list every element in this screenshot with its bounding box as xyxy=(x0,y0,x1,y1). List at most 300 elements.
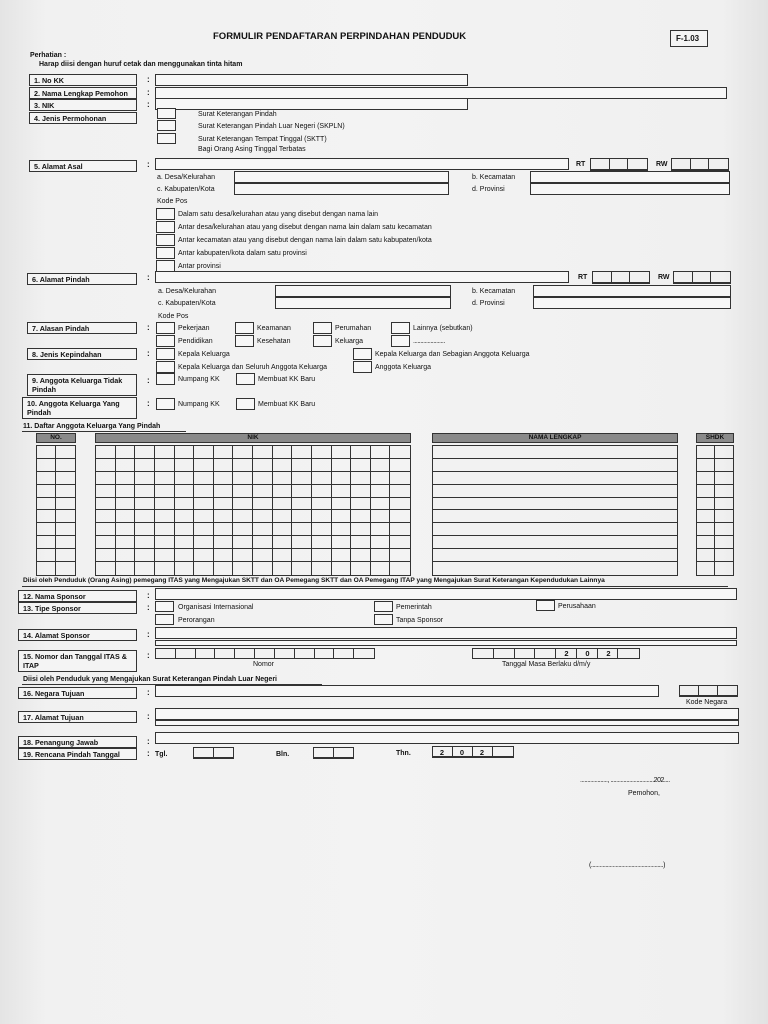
nomor-itas-cell[interactable] xyxy=(156,649,176,658)
table-cell-nik[interactable] xyxy=(273,562,293,575)
table-cell-nik[interactable] xyxy=(96,498,116,511)
checkbox-klasifikasi-3[interactable] xyxy=(156,234,175,246)
table-cell-nik[interactable] xyxy=(253,446,273,459)
table-cell-shdk[interactable] xyxy=(715,536,733,549)
table-cell-nik[interactable] xyxy=(312,498,332,511)
table-cell-nik[interactable] xyxy=(175,472,195,485)
table-cell-nik[interactable] xyxy=(273,523,293,536)
kode-negara-boxes[interactable] xyxy=(679,685,738,697)
checkbox-klasifikasi-2[interactable] xyxy=(156,221,175,233)
nomor-itas-boxes[interactable] xyxy=(155,648,375,659)
table-cell-nik[interactable] xyxy=(116,446,136,459)
table-cell-nik[interactable] xyxy=(175,549,195,562)
table-cell-nik[interactable] xyxy=(292,510,312,523)
table-cell-nama[interactable] xyxy=(433,510,677,523)
table-cell-nik[interactable] xyxy=(96,510,116,523)
table-cell-no[interactable] xyxy=(56,446,75,459)
checkbox-kesehatan[interactable] xyxy=(235,335,254,347)
table-cell-nik[interactable] xyxy=(390,536,410,549)
table-cell-nik[interactable] xyxy=(273,549,293,562)
table-cell-nik[interactable] xyxy=(371,549,391,562)
alamat-asal-input[interactable] xyxy=(155,158,569,170)
rt-boxes[interactable] xyxy=(590,158,648,171)
table-cell-nik[interactable] xyxy=(351,446,371,459)
table-cell-no[interactable] xyxy=(37,446,56,459)
table-cell-nik[interactable] xyxy=(155,446,175,459)
desa-asal-input[interactable] xyxy=(234,171,449,183)
table-cell-nik[interactable] xyxy=(214,498,234,511)
checkbox-kk-sebagian[interactable] xyxy=(353,348,372,360)
table-cell-nik[interactable] xyxy=(332,562,352,575)
provinsi-pindah-input[interactable] xyxy=(533,297,731,309)
table-cell-no[interactable] xyxy=(37,510,56,523)
table-cell-nik[interactable] xyxy=(194,485,214,498)
table-cell-no[interactable] xyxy=(37,485,56,498)
table-cell-nik[interactable] xyxy=(371,510,391,523)
table-cell-nik[interactable] xyxy=(273,459,293,472)
table-cell-nik[interactable] xyxy=(273,485,293,498)
checkbox-kk[interactable] xyxy=(156,348,175,360)
table-cell-shdk[interactable] xyxy=(697,510,715,523)
tanggal-itas-cell[interactable] xyxy=(618,649,639,658)
table-cell-nik[interactable] xyxy=(390,562,410,575)
checkbox-anggota[interactable] xyxy=(353,361,372,373)
table-cell-nik[interactable] xyxy=(233,523,253,536)
table-cell-nik[interactable] xyxy=(155,523,175,536)
table-cell-nik[interactable] xyxy=(371,523,391,536)
table-cell-nik[interactable] xyxy=(253,498,273,511)
table-cell-no[interactable] xyxy=(56,549,75,562)
label-anggota-pindah: 10. Anggota Keluarga Yang Pindah xyxy=(22,397,137,419)
klasifikasi-5: Antar provinsi xyxy=(178,263,221,270)
table-cell-nik[interactable] xyxy=(175,510,195,523)
table-cell-nama[interactable] xyxy=(433,536,677,549)
no-kk-input[interactable] xyxy=(155,74,468,86)
table-cell-no[interactable] xyxy=(37,459,56,472)
table-cell-nik[interactable] xyxy=(96,459,116,472)
table-cell-nik[interactable] xyxy=(155,472,175,485)
table-cell-nik[interactable] xyxy=(194,459,214,472)
table-cell-nik[interactable] xyxy=(116,523,136,536)
table-cell-nik[interactable] xyxy=(390,549,410,562)
table-cell-nik[interactable] xyxy=(332,459,352,472)
table-cell-nik[interactable] xyxy=(253,523,273,536)
table-cell-nik[interactable] xyxy=(312,510,332,523)
table-cell-nik[interactable] xyxy=(371,472,391,485)
table-cell-nik[interactable] xyxy=(135,459,155,472)
table-cell-no[interactable] xyxy=(37,472,56,485)
rt-boxes[interactable] xyxy=(592,271,650,284)
table-cell-nik[interactable] xyxy=(116,459,136,472)
table-cell-nik[interactable] xyxy=(96,446,116,459)
table-cell-shdk[interactable] xyxy=(715,523,733,536)
table-cell-nik[interactable] xyxy=(155,549,175,562)
table-cell-nik[interactable] xyxy=(371,446,391,459)
checkbox-sktt[interactable] xyxy=(157,133,176,144)
checkbox-numpang-9[interactable] xyxy=(156,373,175,385)
table-cell-nik[interactable] xyxy=(233,472,253,485)
table-cell-nik[interactable] xyxy=(292,459,312,472)
table-cell-nik[interactable] xyxy=(312,446,332,459)
table-cell-shdk[interactable] xyxy=(697,549,715,562)
table-cell-nik[interactable] xyxy=(194,523,214,536)
table-cell-nik[interactable] xyxy=(292,523,312,536)
table-cell-nik[interactable] xyxy=(155,536,175,549)
table-cell-nik[interactable] xyxy=(292,536,312,549)
table-cell-nik[interactable] xyxy=(96,523,116,536)
table-cell-nik[interactable] xyxy=(175,498,195,511)
table-cell-no[interactable] xyxy=(37,562,56,575)
table-cell-nik[interactable] xyxy=(351,523,371,536)
table-cell-nik[interactable] xyxy=(135,446,155,459)
table-cell-nik[interactable] xyxy=(312,485,332,498)
colon: : xyxy=(147,376,150,385)
nomor-itas-cell[interactable] xyxy=(196,649,216,658)
table-cell-nik[interactable] xyxy=(351,549,371,562)
table-cell-nik[interactable] xyxy=(233,549,253,562)
table-cell-nik[interactable] xyxy=(351,472,371,485)
table-cell-nik[interactable] xyxy=(96,536,116,549)
table-cell-nik[interactable] xyxy=(351,498,371,511)
tanggal-itas-cell[interactable] xyxy=(535,649,556,658)
desa-pindah-input[interactable] xyxy=(275,285,451,297)
table-cell-nama[interactable] xyxy=(433,472,677,485)
table-cell-nik[interactable] xyxy=(116,498,136,511)
table-cell-nik[interactable] xyxy=(332,446,352,459)
table-cell-nama[interactable] xyxy=(433,562,677,575)
table-nik-column[interactable] xyxy=(95,445,411,576)
year-digit: 2 xyxy=(564,649,569,658)
table-cell-nik[interactable] xyxy=(253,485,273,498)
table-cell-nik[interactable] xyxy=(273,536,293,549)
table-cell-nik[interactable] xyxy=(312,459,332,472)
table-cell-nik[interactable] xyxy=(292,485,312,498)
rw-boxes[interactable] xyxy=(673,271,731,284)
bln-boxes[interactable] xyxy=(313,747,354,759)
table-cell-nama[interactable] xyxy=(433,549,677,562)
table-cell-nik[interactable] xyxy=(116,536,136,549)
alamat-tujuan-input-1[interactable] xyxy=(155,708,739,720)
table-cell-no[interactable] xyxy=(37,549,56,562)
table-cell-nik[interactable] xyxy=(175,562,195,575)
table-cell-nik[interactable] xyxy=(135,472,155,485)
table-cell-nik[interactable] xyxy=(233,498,253,511)
table-cell-nik[interactable] xyxy=(292,472,312,485)
table-cell-nama[interactable] xyxy=(433,485,677,498)
table-cell-nik[interactable] xyxy=(135,510,155,523)
table-cell-no[interactable] xyxy=(56,562,75,575)
alamat-sponsor-input-2[interactable] xyxy=(155,640,737,646)
table-shdk-column[interactable] xyxy=(696,445,734,576)
nomor-itas-cell[interactable] xyxy=(315,649,335,658)
table-cell-nik[interactable] xyxy=(194,510,214,523)
nomor-itas-cell[interactable] xyxy=(255,649,275,658)
table-cell-nik[interactable] xyxy=(135,523,155,536)
table-cell-nik[interactable] xyxy=(312,536,332,549)
checkbox-pendidikan[interactable] xyxy=(156,335,175,347)
table-cell-nik[interactable] xyxy=(351,510,371,523)
table-cell-nik[interactable] xyxy=(96,485,116,498)
nomor-itas-cell[interactable] xyxy=(354,649,374,658)
table-cell-nik[interactable] xyxy=(194,446,214,459)
nomor-itas-cell[interactable] xyxy=(275,649,295,658)
table-cell-nik[interactable] xyxy=(332,498,352,511)
table-cell-shdk[interactable] xyxy=(697,459,715,472)
table-cell-shdk[interactable] xyxy=(697,472,715,485)
nomor-itas-cell[interactable] xyxy=(176,649,196,658)
table-cell-nik[interactable] xyxy=(351,459,371,472)
table-cell-no[interactable] xyxy=(56,510,75,523)
kecamatan-asal-input[interactable] xyxy=(530,171,730,183)
table-cell-nama[interactable] xyxy=(433,459,677,472)
tanggal-itas-cell[interactable] xyxy=(494,649,515,658)
table-cell-no[interactable] xyxy=(56,485,75,498)
label-alamat-asal: 5. Alamat Asal xyxy=(29,160,137,172)
checkbox-tanpa-sponsor[interactable] xyxy=(374,614,393,625)
table-cell-nik[interactable] xyxy=(253,536,273,549)
tanggal-itas-cell[interactable] xyxy=(473,649,494,658)
table-cell-nik[interactable] xyxy=(273,472,293,485)
table-cell-nik[interactable] xyxy=(332,523,352,536)
nama-sponsor-input[interactable] xyxy=(155,588,737,600)
table-cell-nik[interactable] xyxy=(253,459,273,472)
checkbox-perusahaan[interactable] xyxy=(536,600,555,611)
label-kabupaten: c. Kabupaten/Kota xyxy=(157,186,215,193)
table-cell-shdk[interactable] xyxy=(715,472,733,485)
table-cell-nik[interactable] xyxy=(116,472,136,485)
table-cell-nik[interactable] xyxy=(155,510,175,523)
table-cell-shdk[interactable] xyxy=(697,536,715,549)
table-cell-nik[interactable] xyxy=(194,536,214,549)
colon: : xyxy=(147,399,150,408)
table-cell-nik[interactable] xyxy=(312,523,332,536)
checkbox-skp[interactable] xyxy=(157,108,176,119)
table-cell-no[interactable] xyxy=(56,498,75,511)
table-cell-nik[interactable] xyxy=(312,472,332,485)
nomor-itas-cell[interactable] xyxy=(235,649,255,658)
table-cell-nik[interactable] xyxy=(332,510,352,523)
table-cell-nik[interactable] xyxy=(155,485,175,498)
table-cell-nik[interactable] xyxy=(371,536,391,549)
table-cell-nik[interactable] xyxy=(292,562,312,575)
table-cell-shdk[interactable] xyxy=(697,523,715,536)
table-cell-no[interactable] xyxy=(56,523,75,536)
checkbox-numpang-10[interactable] xyxy=(156,398,175,410)
table-cell-shdk[interactable] xyxy=(697,485,715,498)
checkbox-org-internasional[interactable] xyxy=(155,601,174,612)
table-cell-shdk[interactable] xyxy=(715,446,733,459)
checkbox-pekerjaan[interactable] xyxy=(156,322,175,334)
table-cell-nik[interactable] xyxy=(390,510,410,523)
table-cell-nik[interactable] xyxy=(371,562,391,575)
alamat-tujuan-input-2[interactable] xyxy=(155,720,739,726)
table-no-column[interactable] xyxy=(36,445,76,576)
table-cell-nik[interactable] xyxy=(214,459,234,472)
table-cell-nik[interactable] xyxy=(253,549,273,562)
colon: : xyxy=(147,88,150,97)
checkbox-kk-baru-10[interactable] xyxy=(236,398,255,410)
table-cell-shdk[interactable] xyxy=(715,485,733,498)
table-cell-nik[interactable] xyxy=(194,472,214,485)
table-cell-nik[interactable] xyxy=(233,536,253,549)
table-cell-nik[interactable] xyxy=(214,562,234,575)
table-cell-nik[interactable] xyxy=(233,446,253,459)
header-shdk: SHDK xyxy=(696,433,734,443)
checkbox-kk-baru-9[interactable] xyxy=(236,373,255,385)
table-cell-shdk[interactable] xyxy=(715,498,733,511)
table-cell-nik[interactable] xyxy=(253,510,273,523)
table-cell-nik[interactable] xyxy=(253,562,273,575)
checkbox-klasifikasi-1[interactable] xyxy=(156,208,175,220)
table-cell-nama[interactable] xyxy=(433,446,677,459)
table-cell-no[interactable] xyxy=(37,536,56,549)
table-cell-nik[interactable] xyxy=(214,485,234,498)
table-cell-shdk[interactable] xyxy=(697,446,715,459)
table-cell-nik[interactable] xyxy=(351,485,371,498)
checkbox-keamanan[interactable] xyxy=(235,322,254,334)
table-cell-nik[interactable] xyxy=(96,472,116,485)
table-cell-nik[interactable] xyxy=(116,549,136,562)
checkbox-lainnya-2[interactable] xyxy=(391,335,410,347)
table-cell-nik[interactable] xyxy=(273,498,293,511)
negara-tujuan-input[interactable] xyxy=(155,685,659,697)
nomor-itas-cell[interactable] xyxy=(334,649,354,658)
checkbox-keluarga[interactable] xyxy=(313,335,332,347)
table-nama-column[interactable] xyxy=(432,445,678,576)
table-cell-nik[interactable] xyxy=(116,510,136,523)
table-cell-nik[interactable] xyxy=(273,446,293,459)
table-cell-no[interactable] xyxy=(56,536,75,549)
table-cell-nik[interactable] xyxy=(175,523,195,536)
table-cell-nik[interactable] xyxy=(155,459,175,472)
checkbox-perorangan[interactable] xyxy=(155,614,174,625)
kabupaten-asal-input[interactable] xyxy=(234,183,449,195)
table-cell-nik[interactable] xyxy=(371,485,391,498)
tanggal-itas-cell[interactable] xyxy=(515,649,536,658)
table-cell-shdk[interactable] xyxy=(715,459,733,472)
table-cell-nama[interactable] xyxy=(433,498,677,511)
alamat-sponsor-input-1[interactable] xyxy=(155,627,737,639)
table-cell-nik[interactable] xyxy=(253,472,273,485)
table-cell-nik[interactable] xyxy=(233,459,253,472)
checkbox-klasifikasi-4[interactable] xyxy=(156,247,175,259)
table-cell-nik[interactable] xyxy=(390,459,410,472)
table-cell-no[interactable] xyxy=(37,523,56,536)
table-cell-nik[interactable] xyxy=(390,523,410,536)
table-cell-nik[interactable] xyxy=(273,510,293,523)
label-rt: RT xyxy=(578,274,588,281)
table-cell-nik[interactable] xyxy=(96,562,116,575)
table-cell-shdk[interactable] xyxy=(715,510,733,523)
label-kecamatan: b. Kecamatan xyxy=(472,288,516,295)
table-cell-nik[interactable] xyxy=(135,549,155,562)
table-cell-nik[interactable] xyxy=(96,549,116,562)
table-cell-nik[interactable] xyxy=(312,562,332,575)
table-cell-nik[interactable] xyxy=(155,562,175,575)
table-cell-nik[interactable] xyxy=(175,485,195,498)
table-cell-nik[interactable] xyxy=(332,485,352,498)
table-cell-nik[interactable] xyxy=(175,536,195,549)
table-cell-nama[interactable] xyxy=(433,523,677,536)
checkbox-pemerintah[interactable] xyxy=(374,601,393,612)
table-cell-nik[interactable] xyxy=(332,549,352,562)
table-cell-nik[interactable] xyxy=(390,472,410,485)
table-cell-nik[interactable] xyxy=(116,485,136,498)
table-cell-nik[interactable] xyxy=(214,472,234,485)
checkbox-perumahan[interactable] xyxy=(313,322,332,334)
kabupaten-pindah-input[interactable] xyxy=(275,297,451,309)
table-cell-nik[interactable] xyxy=(194,562,214,575)
alamat-pindah-input[interactable] xyxy=(155,271,569,283)
table-cell-nik[interactable] xyxy=(292,498,312,511)
table-cell-nik[interactable] xyxy=(233,510,253,523)
table-cell-nik[interactable] xyxy=(214,549,234,562)
table-cell-no[interactable] xyxy=(56,472,75,485)
table-cell-nik[interactable] xyxy=(175,446,195,459)
table-cell-nik[interactable] xyxy=(214,510,234,523)
table-cell-nik[interactable] xyxy=(371,498,391,511)
table-cell-nik[interactable] xyxy=(194,498,214,511)
table-cell-nik[interactable] xyxy=(351,536,371,549)
table-cell-nik[interactable] xyxy=(116,562,136,575)
checkbox-kk-seluruh[interactable] xyxy=(156,361,175,373)
table-cell-no[interactable] xyxy=(37,498,56,511)
table-cell-nik[interactable] xyxy=(135,562,155,575)
table-cell-nik[interactable] xyxy=(214,446,234,459)
table-cell-nik[interactable] xyxy=(351,562,371,575)
label-tgl: Tgl. xyxy=(155,751,168,758)
table-cell-shdk[interactable] xyxy=(697,562,715,575)
label-alamat-tujuan: 17. Alamat Tujuan xyxy=(18,711,137,723)
table-cell-nik[interactable] xyxy=(332,472,352,485)
rw-boxes[interactable] xyxy=(671,158,729,171)
checkbox-skpln[interactable] xyxy=(157,120,176,131)
table-cell-nik[interactable] xyxy=(332,536,352,549)
table-cell-nik[interactable] xyxy=(292,549,312,562)
table-cell-nik[interactable] xyxy=(390,446,410,459)
table-cell-nik[interactable] xyxy=(371,459,391,472)
table-cell-shdk[interactable] xyxy=(697,498,715,511)
nomor-itas-cell[interactable] xyxy=(215,649,235,658)
tgl-boxes[interactable] xyxy=(193,747,234,759)
provinsi-asal-input[interactable] xyxy=(530,183,730,195)
table-cell-no[interactable] xyxy=(56,459,75,472)
table-cell-nik[interactable] xyxy=(135,536,155,549)
kecamatan-pindah-input[interactable] xyxy=(533,285,731,297)
table-cell-nik[interactable] xyxy=(175,459,195,472)
table-cell-nik[interactable] xyxy=(233,485,253,498)
table-cell-nik[interactable] xyxy=(390,498,410,511)
table-cell-shdk[interactable] xyxy=(715,562,733,575)
penanggung-jawab-input[interactable] xyxy=(155,732,739,744)
colon: : xyxy=(147,688,150,697)
table-cell-nik[interactable] xyxy=(214,536,234,549)
table-cell-nik[interactable] xyxy=(214,523,234,536)
table-cell-shdk[interactable] xyxy=(715,549,733,562)
checkbox-lainnya[interactable] xyxy=(391,322,410,334)
table-cell-nik[interactable] xyxy=(155,498,175,511)
table-cell-nik[interactable] xyxy=(390,485,410,498)
table-cell-nik[interactable] xyxy=(292,446,312,459)
table-cell-nik[interactable] xyxy=(233,562,253,575)
table-cell-nik[interactable] xyxy=(194,549,214,562)
table-cell-nik[interactable] xyxy=(312,549,332,562)
header-nama: NAMA LENGKAP xyxy=(432,433,678,443)
table-cell-nik[interactable] xyxy=(135,485,155,498)
table-cell-nik[interactable] xyxy=(135,498,155,511)
nik-input[interactable] xyxy=(155,98,468,110)
nomor-itas-cell[interactable] xyxy=(295,649,315,658)
